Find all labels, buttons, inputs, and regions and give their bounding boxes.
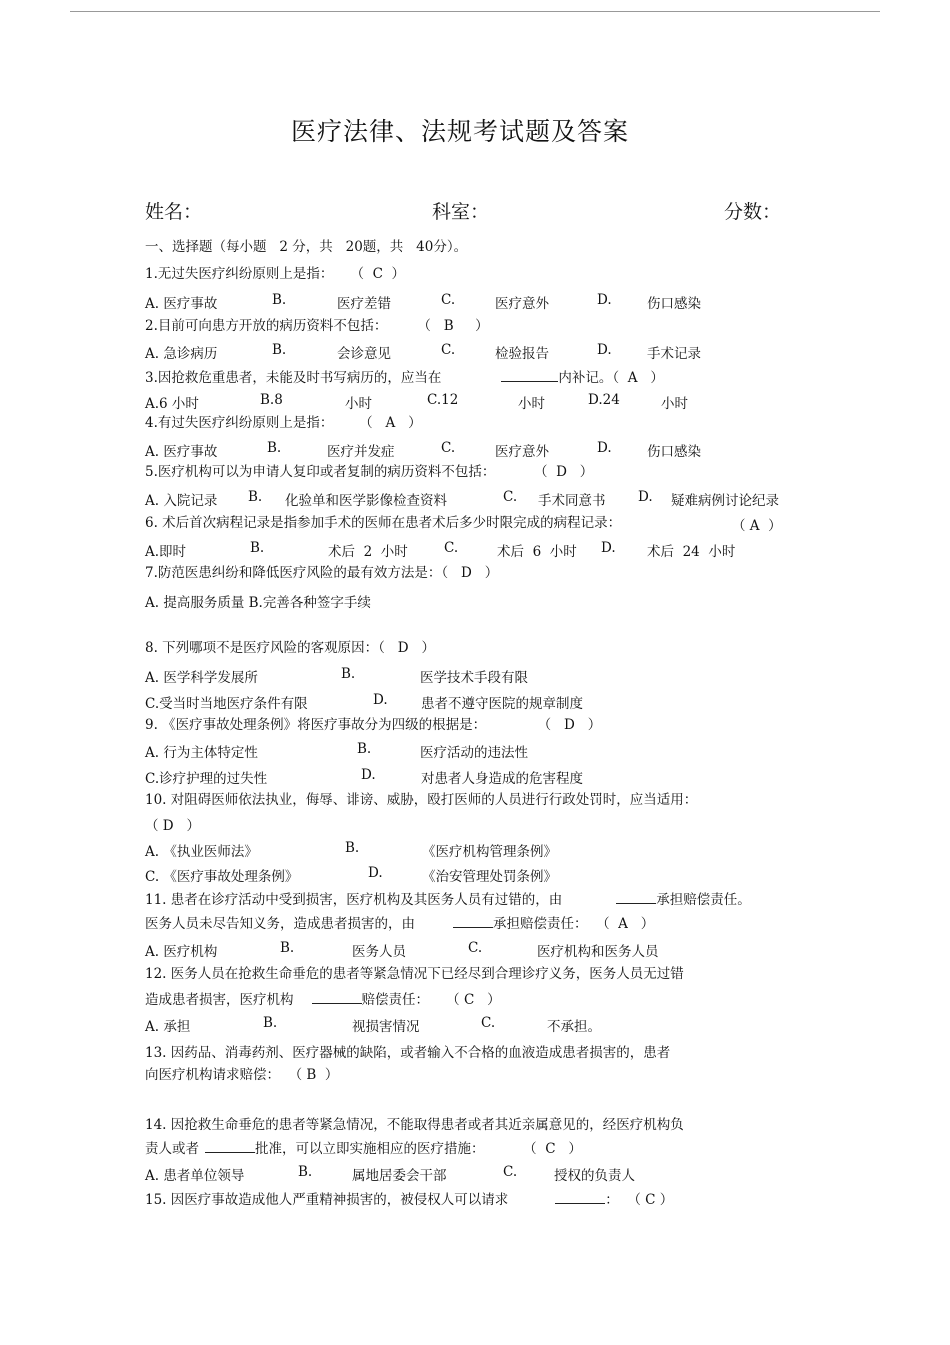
q15-blank xyxy=(555,1189,605,1204)
q4-option-d-letter: D. xyxy=(597,440,612,456)
question-2: 2.目前可向患方开放的病历资料不包括： （ B ） xyxy=(145,318,489,334)
q8-option-c: C.受当时当地医疗条件有限 xyxy=(145,696,308,712)
question-3 xyxy=(145,367,664,387)
q14-stem-2b: 批准，可以立即实施相应的医疗措施： （ C ） xyxy=(255,1141,582,1157)
question-7: 7.防范医患纠纷和降低医疗风险的最有效方法是：（ D ） xyxy=(145,565,499,581)
question-6: 6. 术后首次病程记录是指参加手术的医师在患者术后多少时限完成的病程记录： xyxy=(145,515,622,531)
q1-option-c: 医疗意外 xyxy=(495,296,549,312)
q15-stem-start: 15. 因医疗事故造成他人严重精神损害的，被侵权人可以请求 xyxy=(145,1192,509,1208)
q3-stem-end: 内补记。（ A ） xyxy=(558,370,664,386)
q3-blank xyxy=(501,367,558,382)
q12-stem-2a: 造成患者损害，医疗机构 xyxy=(145,992,294,1008)
q6-option-d-letter: D. xyxy=(601,540,616,556)
q14-stem-2a: 责人或者 xyxy=(145,1141,199,1157)
question-13-line-2: 向医疗机构请求赔偿： （ B ） xyxy=(145,1067,339,1083)
q11-stem-1b: 承担赔偿责任。 xyxy=(656,892,751,908)
q11-stem-2b: 承担赔偿责任： （ A ） xyxy=(493,916,655,932)
q6-option-c-letter: C. xyxy=(444,540,459,556)
q3-option-c: 小时 xyxy=(518,396,545,412)
q9-option-b-letter: B. xyxy=(357,741,372,757)
q9-option-d-letter: D. xyxy=(361,767,376,783)
q6-option-b: 术后 2 小时 xyxy=(328,544,408,560)
q11-blank-1 xyxy=(616,889,656,904)
q5-option-d-letter: D. xyxy=(638,489,653,505)
q10-option-b-letter: B. xyxy=(345,840,360,856)
page-title: 医疗法律、法规考试题及答案 xyxy=(290,117,629,146)
score-label: 分数： xyxy=(724,201,782,223)
q11-option-c-letter: C. xyxy=(468,940,483,956)
q12-option-b-letter: B. xyxy=(263,1015,278,1031)
q9-option-c: C.诊疗护理的过失性 xyxy=(145,771,268,787)
q8-option-d-letter: D. xyxy=(373,692,388,708)
q2-option-c: 检验报告 xyxy=(495,346,549,362)
q2-option-b-letter: B. xyxy=(272,342,287,358)
q8-option-b: 医学技术手段有限 xyxy=(420,670,528,686)
question-10: 10. 对阻碍医师依法执业，侮辱、诽谤、威胁，殴打医师的人员进行行政处罚时，应当适用： xyxy=(145,792,698,808)
question-9: 9. 《医疗事故处理条例》将医疗事故分为四级的根据是： （ D ） xyxy=(145,717,602,733)
question-12-line-2 xyxy=(145,989,501,1009)
q11-option-b: 医务人员 xyxy=(352,944,406,960)
q3-option-d: 小时 xyxy=(661,396,688,412)
q3-option-c-letter: C.12 xyxy=(427,392,459,408)
q1-option-d: 伤口感染 xyxy=(647,296,701,312)
q7-options: A. 提高服务质量 B.完善各种签字手续 xyxy=(145,595,371,611)
q4-option-b: 医疗并发症 xyxy=(327,444,395,460)
q5-option-c: 手术同意书 xyxy=(538,493,606,509)
q8-option-a: A. 医学科学发展所 xyxy=(145,670,258,686)
q4-option-c-letter: C. xyxy=(441,440,456,456)
q1-option-c-letter: C. xyxy=(441,292,456,308)
q4-option-c: 医疗意外 xyxy=(495,444,549,460)
q9-option-b: 医疗活动的违法性 xyxy=(420,745,528,761)
q12-option-c-letter: C. xyxy=(481,1015,496,1031)
q10-option-d-letter: D. xyxy=(368,865,383,881)
question-5: 5.医疗机构可以为申请人复印或者复制的病历资料不包括： （ D ） xyxy=(145,464,594,480)
q12-option-a: A. 承担 xyxy=(145,1019,191,1035)
q3-option-b-letter: B.8 xyxy=(260,392,283,408)
q9-option-a: A. 行为主体特定性 xyxy=(145,745,258,761)
q1-option-b-letter: B. xyxy=(272,292,287,308)
q10-answer: （ D ） xyxy=(145,818,200,834)
q11-blank-2 xyxy=(453,913,493,928)
section-heading: 一、选择题（每小题 2 分，共 20题，共 40分）。 xyxy=(145,239,468,255)
q14-option-c: 授权的负责人 xyxy=(554,1168,635,1184)
q14-option-a: A. 患者单位领导 xyxy=(145,1168,245,1184)
q10-option-d: 《治安管理处罚条例》 xyxy=(422,869,557,885)
q1-option-a: A. 医疗事故 xyxy=(145,296,218,312)
q15-stem-end: ： （ C ） xyxy=(605,1192,674,1208)
q5-option-c-letter: C. xyxy=(503,489,518,505)
question-1: 1.无过失医疗纠纷原则上是指： （ C ） xyxy=(145,266,406,282)
q4-option-b-letter: B. xyxy=(267,440,282,456)
question-8: 8. 下列哪项不是医疗风险的客观原因：（ D ） xyxy=(145,640,435,656)
q5-option-d: 疑难病例讨论纪录 xyxy=(671,493,779,509)
q3-option-d-letter: D.24 xyxy=(588,392,620,408)
q5-option-b-letter: B. xyxy=(248,489,263,505)
question-14-line-1: 14. 因抢救生命垂危的患者等紧急情况，不能取得患者或者其近亲属意见的，经医疗机构负 xyxy=(145,1117,684,1133)
q5-option-b: 化验单和医学影像检查资料 xyxy=(285,493,447,509)
question-12-line-1: 12. 医务人员在抢救生命垂危的患者等紧急情况下已经尽到合理诊疗义务，医务人员无过错 xyxy=(145,966,684,982)
name-label: 姓名： xyxy=(145,201,203,223)
q1-option-d-letter: D. xyxy=(597,292,612,308)
dept-label: 科室： xyxy=(432,201,490,223)
q2-option-c-letter: C. xyxy=(441,342,456,358)
q11-stem-2a: 医务人员未尽告知义务，造成患者损害的，由 xyxy=(145,916,415,932)
q3-option-b: 小时 xyxy=(345,396,372,412)
q12-option-c: 不承担。 xyxy=(547,1019,601,1035)
q10-option-b: 《医疗机构管理条例》 xyxy=(422,844,557,860)
q12-stem-2b: 赔偿责任： （ C ） xyxy=(361,992,501,1008)
q14-option-b: 属地居委会干部 xyxy=(352,1168,447,1184)
question-11-line-2 xyxy=(145,913,654,933)
q5-option-a: A. 入院记录 xyxy=(145,493,218,509)
q11-option-a: A. 医疗机构 xyxy=(145,944,218,960)
q2-option-b: 会诊意见 xyxy=(337,346,391,362)
q14-option-c-letter: C. xyxy=(503,1164,518,1180)
q14-blank xyxy=(205,1138,255,1153)
q8-option-b-letter: B. xyxy=(341,666,356,682)
q11-stem-1a: 11. 患者在诊疗活动中受到损害，医疗机构及其医务人员有过错的，由 xyxy=(145,892,563,908)
q4-option-d: 伤口感染 xyxy=(647,444,701,460)
q6-option-b-letter: B. xyxy=(250,540,265,556)
q2-option-d: 手术记录 xyxy=(647,346,701,362)
top-rule xyxy=(70,11,880,12)
q14-option-b-letter: B. xyxy=(298,1164,313,1180)
q6-answer: （ A ） xyxy=(732,518,782,534)
q2-option-d-letter: D. xyxy=(597,342,612,358)
q10-option-c: C. 《医疗事故处理条例》 xyxy=(145,869,299,885)
q6-option-c: 术后 6 小时 xyxy=(497,544,577,560)
q8-option-d: 患者不遵守医院的规章制度 xyxy=(421,696,583,712)
question-14-line-2 xyxy=(145,1138,582,1158)
question-13-line-1: 13. 因药品、消毒药剂、医疗器械的缺陷，或者输入不合格的血液造成患者损害的，患者 xyxy=(145,1045,671,1061)
q3-option-a: A.6 小时 xyxy=(145,396,199,412)
question-15 xyxy=(145,1189,673,1209)
q11-option-c: 医疗机构和医务人员 xyxy=(537,944,659,960)
q1-option-b: 医疗差错 xyxy=(337,296,391,312)
q6-option-a: A.即时 xyxy=(145,544,187,560)
q11-option-b-letter: B. xyxy=(280,940,295,956)
q12-blank xyxy=(312,989,362,1004)
q12-option-b: 视损害情况 xyxy=(352,1019,420,1035)
q9-option-d: 对患者人身造成的危害程度 xyxy=(421,771,583,787)
question-4: 4.有过失医疗纠纷原则上是指： （ A ） xyxy=(145,415,422,431)
q3-stem-start: 3.因抢救危重患者，未能及时书写病历的，应当在 xyxy=(145,370,442,386)
q10-option-a: A. 《执业医师法》 xyxy=(145,844,258,860)
q6-option-d: 术后 24 小时 xyxy=(647,544,736,560)
q2-option-a: A. 急诊病历 xyxy=(145,346,218,362)
q4-option-a: A. 医疗事故 xyxy=(145,444,218,460)
question-11-line-1 xyxy=(145,889,751,909)
